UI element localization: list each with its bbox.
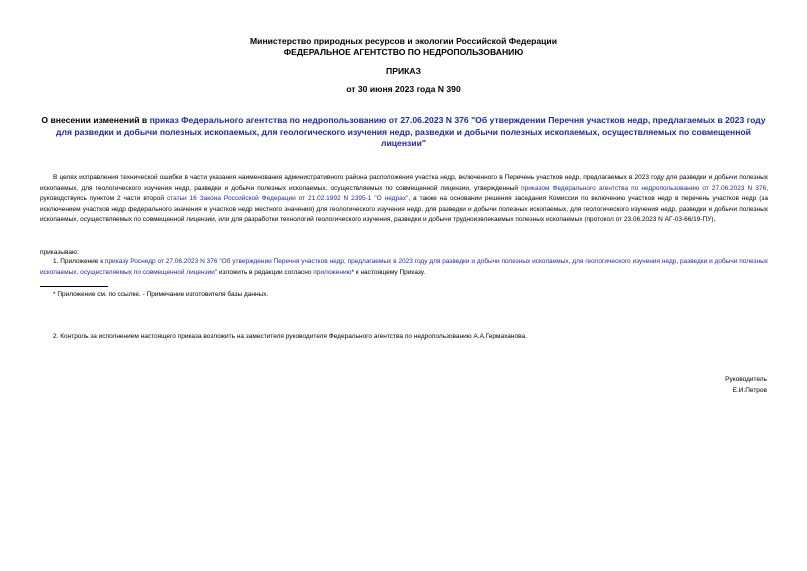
preamble-text-1: В целях исправления технической ошибки в части указания наименования административного района расположения участка недр, включенного в Перечень участков недр, предлагаемых в 2023 году для разведки и добычи полезных ископаемых, для геологического изучения недр, разведки и добычи полезных ископаемых, осуществляемых по совмещенной лицензии, утвержденный xyxy=(40,174,768,192)
signature-block xyxy=(725,375,767,396)
item1-text-2: изложить в редакции согласно xyxy=(217,268,314,276)
item1-link-order[interactable]: приказу Роснедр от 27.06.2023 N 376 "Об утверждении Перечня участков недр, предлагаемых в 2023 году для разведки и добычи полезных ископаемых, для геологического изучения недр, разведки и добычи полезных ископаемых, осуществляемых по совмещенной лицензии" xyxy=(40,258,768,276)
preamble-link-law[interactable]: статьи 16 Закона Российской Федерации от 21.02.1992 N 2395-1 "О недрах" xyxy=(166,195,409,202)
document-date-number: от 30 июня 2023 года N 390 xyxy=(346,84,461,94)
ministry-name: Министерство природных ресурсов и экологии Российской Федерации xyxy=(250,36,557,46)
item1-text-1: 1. Приложение к xyxy=(53,258,105,265)
item1-link-appendix[interactable]: приложению xyxy=(313,268,352,276)
agency-name: ФЕДЕРАЛЬНОЕ АГЕНТСТВО ПО НЕДРОПОЛЬЗОВАНИЮ xyxy=(283,47,524,57)
preamble-paragraph xyxy=(40,173,768,226)
preamble-text-2: , руководствуясь пунктом 2 части второй xyxy=(40,184,768,202)
document-type: ПРИКАЗ xyxy=(386,66,421,76)
document-header xyxy=(40,36,767,58)
footnote-divider xyxy=(40,286,108,287)
item1-text-3: * к настоящему Приказу. xyxy=(351,268,426,276)
footnote: * Приложение см. по ссылке. - Примечание изготовителя базы данных. xyxy=(53,291,269,298)
title-link[interactable]: приказ Федерального агентства по недропользованию от 27.06.2023 N 376 "Об утверждении Перечня участков недр, предлагаемых в 2023 году для разведки и добычи полезных ископаемых, для геологического изучения недр, разведки и добычи полезных ископаемых, осуществляемых по совмещенной лицензии" xyxy=(56,115,766,148)
order-item-2: 2. Контроль за исполнением настоящего приказа возложить на заместителя руководителя Федерального агентства по недропользованию А.А.Гермаханова. xyxy=(53,333,527,340)
signatory-name: Е.И.Петров xyxy=(732,386,767,394)
preamble-link-order[interactable]: приказом Федерального агентства по недропользованию от 27.06.2023 N 376 xyxy=(521,184,767,192)
preamble-text-3: , а также на основании решения заседания Комиссии по включению участков недр в перечень участков недр (за исключением участков недр федерального значения и участков недр местного значения) для геологического изучения недр, для разведки и добычи полезных ископаемых, для геологического изучения недр, разведки и добычи полезных ископаемых, осуществляемых по совмещенной лицензии, или для разработки технологий геологического изучения, разведки и добычи трудноизвлекаемых полезных ископаемых (протокол от 23.06.2023 N АГ-03-66/19-ПУ), xyxy=(40,195,769,223)
order-verb: приказываю: xyxy=(40,249,79,256)
signatory-role: Руководитель xyxy=(725,376,767,383)
document-title xyxy=(38,115,769,150)
title-prefix: О внесении изменений в xyxy=(41,115,150,125)
order-item-1 xyxy=(40,257,768,278)
